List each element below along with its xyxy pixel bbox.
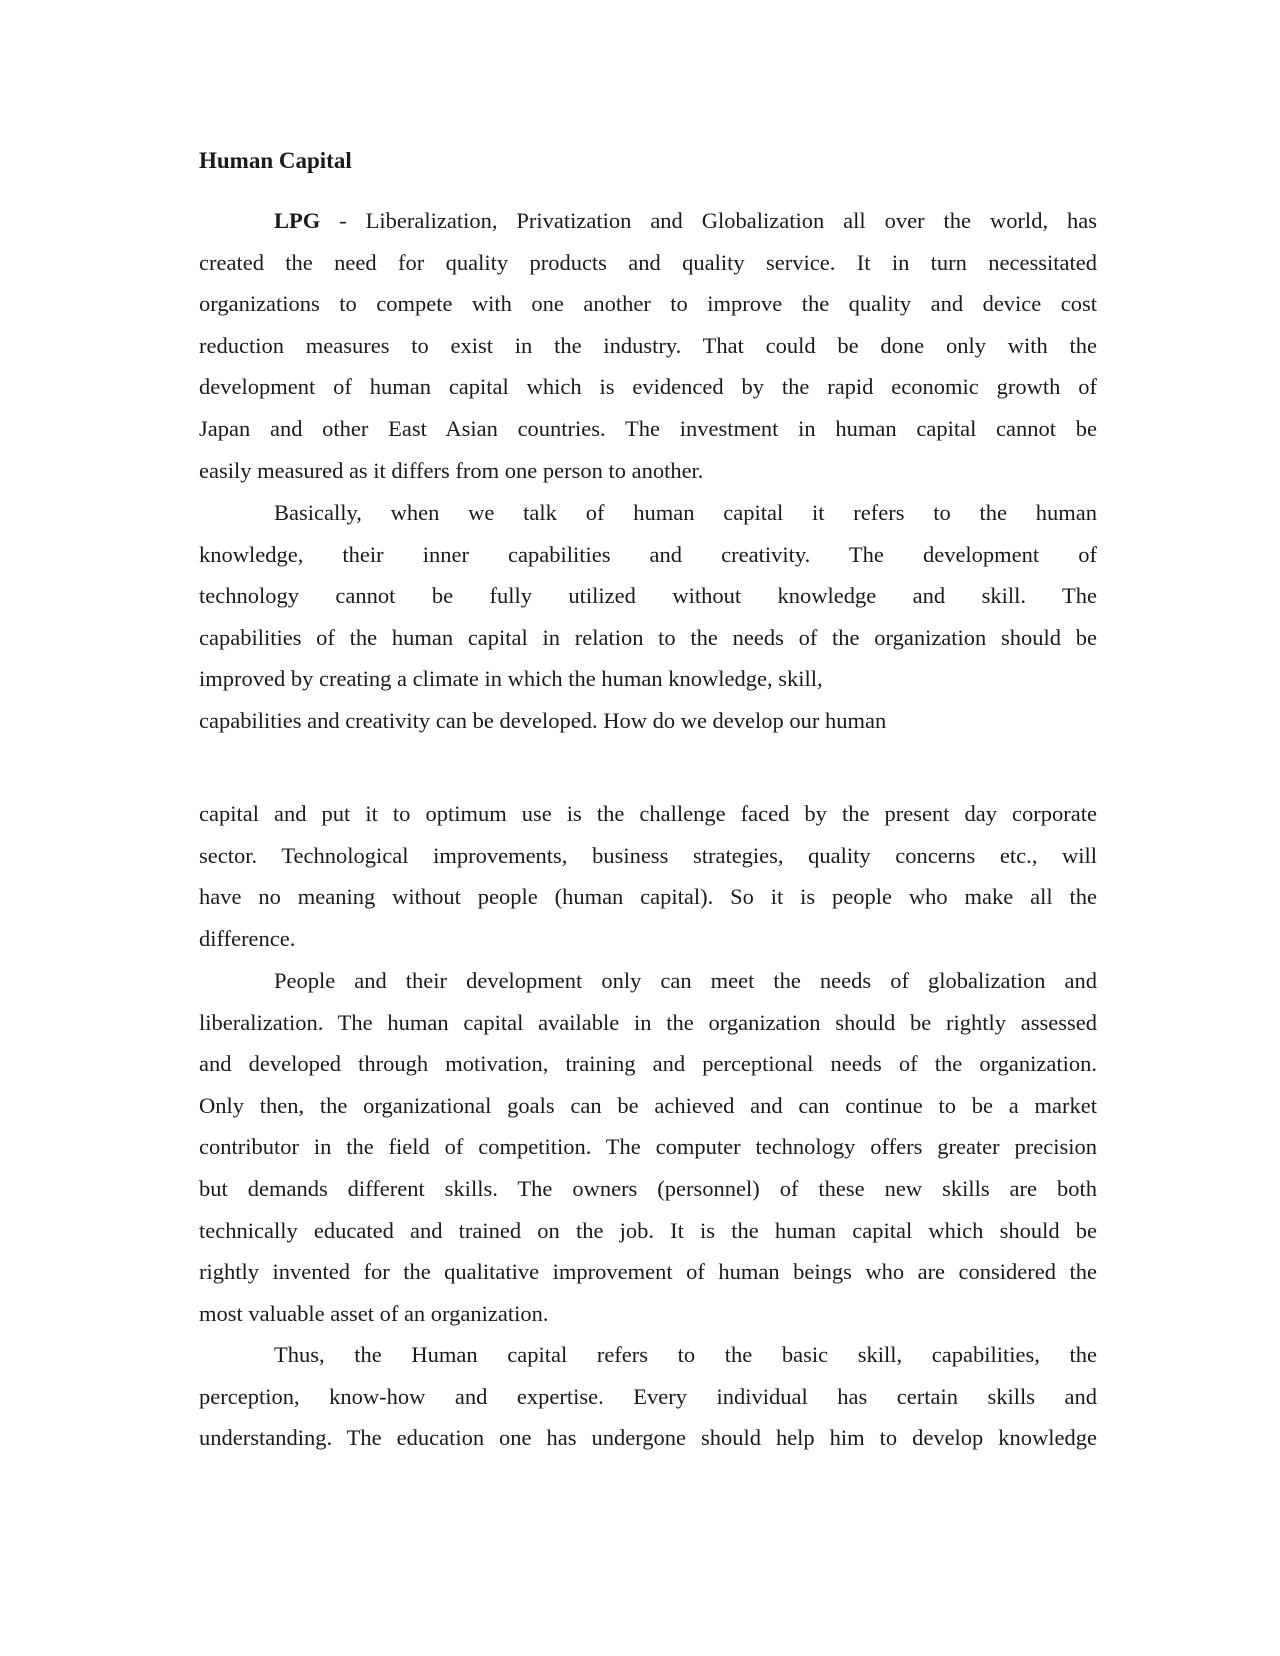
paragraph-line: knowledge, their inner capabilities and creativity. The development of bbox=[199, 541, 1097, 567]
paragraph-line: most valuable asset of an organization. bbox=[199, 1300, 549, 1326]
paragraph-line: liberalization. The human capital available in the organization should be rightly assessed bbox=[199, 1009, 1097, 1035]
paragraph-line: rightly invented for the qualitative improvement of human beings who are considered the bbox=[199, 1259, 1097, 1285]
paragraph-line: and developed through motivation, training and perceptional needs of the organization. bbox=[199, 1051, 1097, 1077]
document-title: Human Capital bbox=[199, 148, 352, 173]
paragraph-line: Thus, the Human capital refers to the basic skill, capabilities, the bbox=[274, 1342, 1097, 1367]
paragraph-line: easily measured as it differs from one person to another. bbox=[199, 457, 704, 483]
paragraph-line: sector. Technological improvements, business strategies, quality concerns etc., will bbox=[199, 842, 1097, 868]
paragraph-line: Basically, when we talk of human capital it refers to the human bbox=[274, 500, 1097, 525]
lpg-bold-lead: LPG bbox=[274, 208, 321, 233]
paragraph-thus bbox=[199, 1334, 1097, 1459]
paragraph-line: development of human capital which is evidenced by the rapid economic growth of bbox=[199, 374, 1097, 400]
paragraph-line: contributor in the field of competition. The computer technology offers greater precision bbox=[199, 1134, 1097, 1160]
paragraph-line: difference. bbox=[199, 925, 296, 951]
paragraph-line: technically educated and trained on the job. It is the human capital which should be bbox=[199, 1217, 1097, 1243]
paragraph-line: perception, know-how and expertise. Every individual has certain skills and bbox=[199, 1383, 1097, 1409]
paragraph-line: reduction measures to exist in the industry. That could be done only with the bbox=[199, 332, 1097, 358]
paragraph-line: have no meaning without people (human capital). So it is people who make all the bbox=[199, 884, 1097, 910]
paragraph-line: capabilities of the human capital in relation to the needs of the organization should be bbox=[199, 624, 1097, 650]
paragraph-line: understanding. The education one has undergone should help him to develop knowledge bbox=[199, 1425, 1097, 1451]
paragraph-continuation-line: capabilities and creativity can be developed. How do we develop our human bbox=[199, 708, 887, 733]
paragraph-capital-optimum bbox=[199, 793, 1097, 959]
paragraph-line: technology cannot be fully utilized without knowledge and skill. The bbox=[199, 583, 1097, 609]
paragraph-line: but demands different skills. The owners (personnel) of these new skills are both bbox=[199, 1175, 1097, 1201]
paragraph-people-development bbox=[199, 960, 1097, 1334]
paragraph-line: capital and put it to optimum use is the challenge faced by the present day corporate bbox=[199, 801, 1097, 826]
paragraph-line: Japan and other East Asian countries. The investment in human capital cannot be bbox=[199, 415, 1097, 441]
paragraph-line: LPG - Liberalization, Privatization and Globalization all over the world, has bbox=[274, 208, 1097, 233]
paragraph-lpg bbox=[199, 200, 1097, 491]
paragraph-line: People and their development only can meet the needs of globalization and bbox=[274, 968, 1097, 993]
paragraph-basically bbox=[199, 492, 1097, 700]
paragraph-line: created the need for quality products and quality service. It in turn necessitated bbox=[199, 249, 1097, 275]
paragraph-line: organizations to compete with one another to improve the quality and device cost bbox=[199, 291, 1097, 317]
paragraph-line: improved by creating a climate in which the human knowledge, skill, bbox=[199, 666, 823, 692]
paragraph-line: Only then, the organizational goals can be achieved and can continue to be a market bbox=[199, 1092, 1097, 1118]
